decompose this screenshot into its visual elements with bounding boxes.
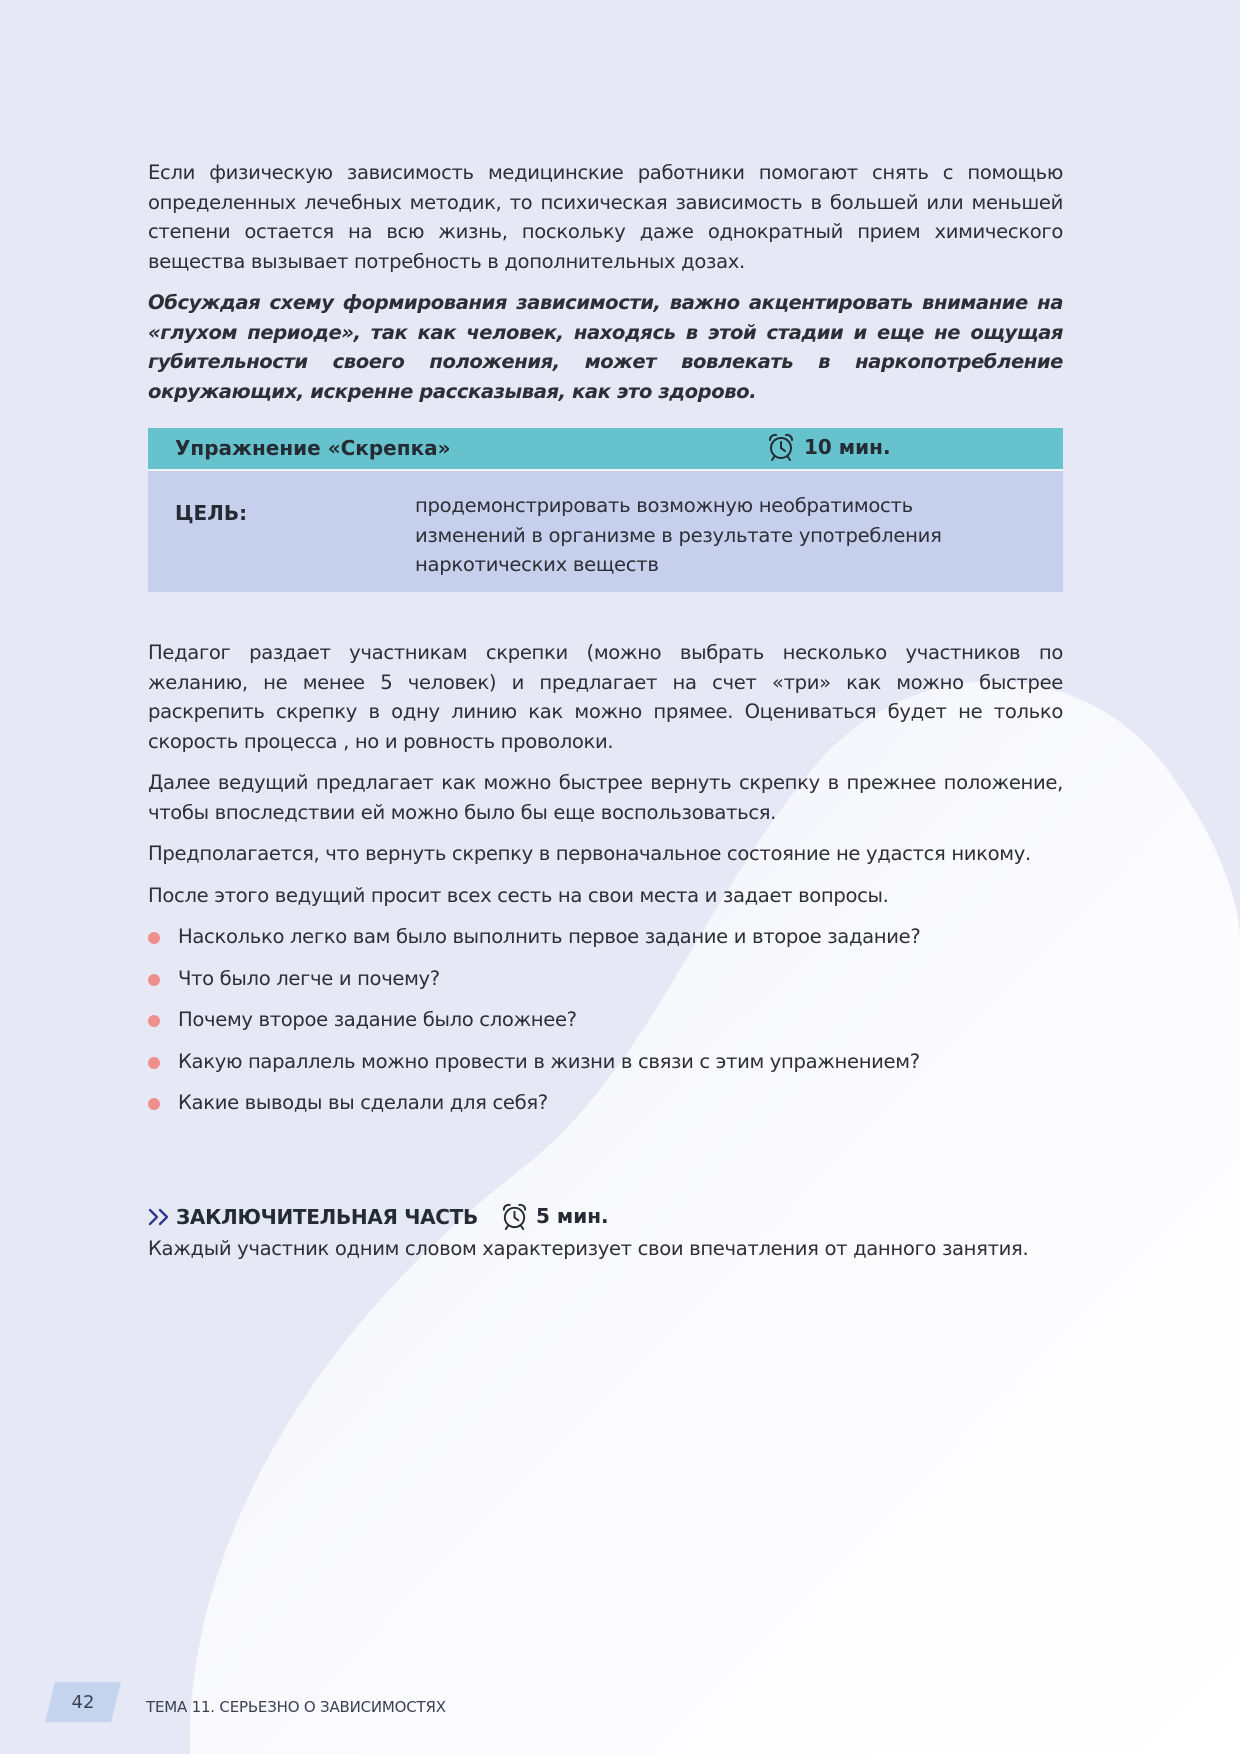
question-text: Какие выводы вы сделали для себя? — [178, 1091, 548, 1114]
intro-paragraph: Если физическую зависимость медицинские работники помогают снять с помощью определенных лечебных методик, то психическая зависимость в большей или меньшей степени остается на всю жизнь, поскольку даже однократный прием химического вещества вызывает потребность в дополнительных дозах. — [148, 161, 1063, 273]
list-item — [148, 922, 1063, 952]
goal-label: ЦЕЛЬ: — [175, 501, 248, 525]
bullet-dot-icon — [148, 1057, 160, 1069]
question-list — [148, 922, 1063, 1118]
page-footer — [0, 1682, 1240, 1732]
list-item — [148, 1005, 1063, 1035]
exercise-header — [148, 428, 1063, 471]
final-section-heading — [148, 1202, 1063, 1234]
bullet-dot-icon — [148, 932, 160, 944]
question-text: Какую параллель можно провести в жизни в связи с этим упражнением? — [178, 1049, 920, 1073]
instruction-paragraph: Предполагается, что вернуть скрепку в первоначальное состояние не удастся никому. — [148, 842, 1031, 865]
final-paragraph: Каждый участник одним словом характеризует свои впечатления от данного занятия. — [148, 1236, 1029, 1260]
instruction-paragraph: После этого ведущий просит всех сесть на свои места и задает вопросы. — [148, 883, 889, 907]
final-duration-block — [500, 1202, 609, 1231]
alarm-clock-icon — [766, 432, 796, 462]
question-text: Почему второе задание было сложнее? — [178, 1008, 577, 1031]
exercise-duration-block — [766, 432, 891, 462]
running-footer-topic: ТЕМА 11. СЕРЬЕЗНО О ЗАВИСИМОСТЯХ — [146, 1698, 446, 1716]
list-item — [148, 1088, 1063, 1118]
goal-text: продемонстрировать возможную необратимость изменений в организме в результате употребления наркотических веществ — [415, 494, 942, 576]
exercise-duration: 10 мин. — [804, 435, 891, 459]
alarm-clock-icon — [500, 1202, 529, 1231]
double-chevron-right-icon — [148, 1207, 172, 1227]
instruction-paragraph: Педагог раздает участникам скрепки (можно выбрать несколько участников по желанию, не менее 5 человек) и предлагает на счет «три» как можно быстрее раскрепить скрепку в одну линию как можно прямее. Оцениваться будет не только скорость процесса , но и ровность проволоки. — [148, 641, 1063, 753]
bullet-dot-icon — [148, 1098, 160, 1110]
final-section-title: ЗАКЛЮЧИТЕЛЬНАЯ ЧАСТЬ — [176, 1204, 478, 1229]
instruction-paragraph: Далее ведущий предлагает как можно быстрее вернуть скрепку в прежнее положение, чтобы впоследствии ей можно было бы еще воспользоваться. — [148, 771, 1063, 824]
exercise-goal — [148, 471, 1063, 592]
question-text: Что было легче и почему? — [178, 966, 440, 990]
page-content — [148, 158, 1063, 1275]
final-duration: 5 мин. — [536, 1204, 609, 1228]
list-item — [148, 964, 1063, 994]
exercise-card — [148, 428, 1063, 592]
page-number-badge — [45, 1682, 121, 1722]
emphasis-paragraph: Обсуждая схему формирования зависимости, важно акцентировать внимание на «глухом периоде», так как человек, находясь в этой стадии и еще не ощущая губительности своего положения, может вовлекать в наркопотребление окружающих, искренне рассказывая, как это здорово. — [148, 291, 1063, 403]
question-text: Насколько легко вам было выполнить первое задание и второе задание? — [178, 925, 921, 948]
exercise-title: Упражнение «Скрепка» — [175, 436, 451, 460]
list-item — [148, 1047, 1063, 1077]
page-number: 42 — [71, 1691, 95, 1713]
bullet-dot-icon — [148, 1015, 160, 1027]
bullet-dot-icon — [148, 974, 160, 986]
